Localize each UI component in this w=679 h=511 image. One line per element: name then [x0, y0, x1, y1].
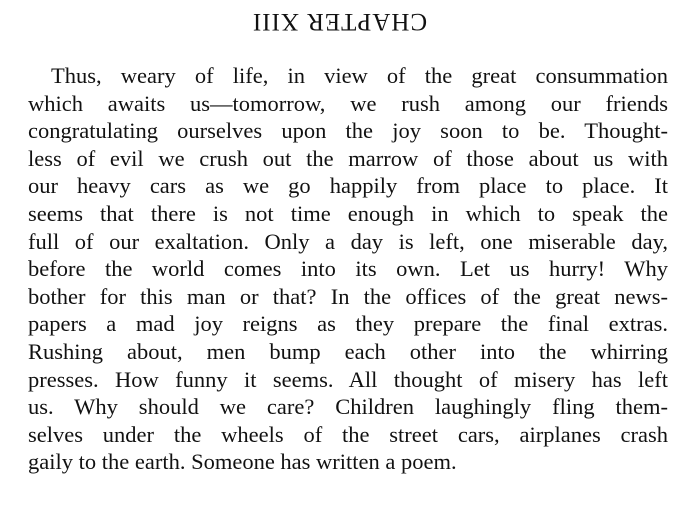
paragraph-line: bother for this man or that? In the offices of the great news-	[28, 283, 668, 309]
paragraph-line: seems that there is not time enough in which to speak the	[28, 200, 668, 226]
paragraph-line: presses. How funny it seems. All thought of misery has left	[28, 366, 668, 392]
paragraph-line: Rushing about, men bump each other into the whirring	[28, 338, 668, 364]
paragraph-line: before the world comes into its own. Let us hurry! Why	[28, 256, 668, 282]
paragraph-line: gaily to the earth. Someone has written a poem.	[28, 449, 457, 475]
paragraph-line: us. Why should we care? Children laughingly fling them-	[28, 394, 668, 420]
paragraph-line: our heavy cars as we go happily from place to place. It	[28, 173, 668, 199]
paragraph-line: papers a mad joy reigns as they prepare the final extras.	[28, 311, 668, 337]
paragraph-line: full of our exaltation. Only a day is left, one miserable day,	[28, 228, 668, 254]
paragraph-line: congratulating ourselves upon the joy soon to be. Thought-	[28, 118, 668, 144]
paragraph-line: Thus, weary of life, in view of the great consummation	[51, 63, 668, 88]
paragraph-line: selves under the wheels of the street cars, airplanes crash	[28, 421, 668, 447]
paragraph-line: which awaits us—tomorrow, we rush among our friends	[28, 90, 668, 116]
chapter-paragraph	[28, 62, 668, 476]
paragraph-line: less of evil we crush out the marrow of those about us with	[28, 145, 668, 171]
chapter-heading: CHAPTER XIII	[251, 8, 428, 35]
